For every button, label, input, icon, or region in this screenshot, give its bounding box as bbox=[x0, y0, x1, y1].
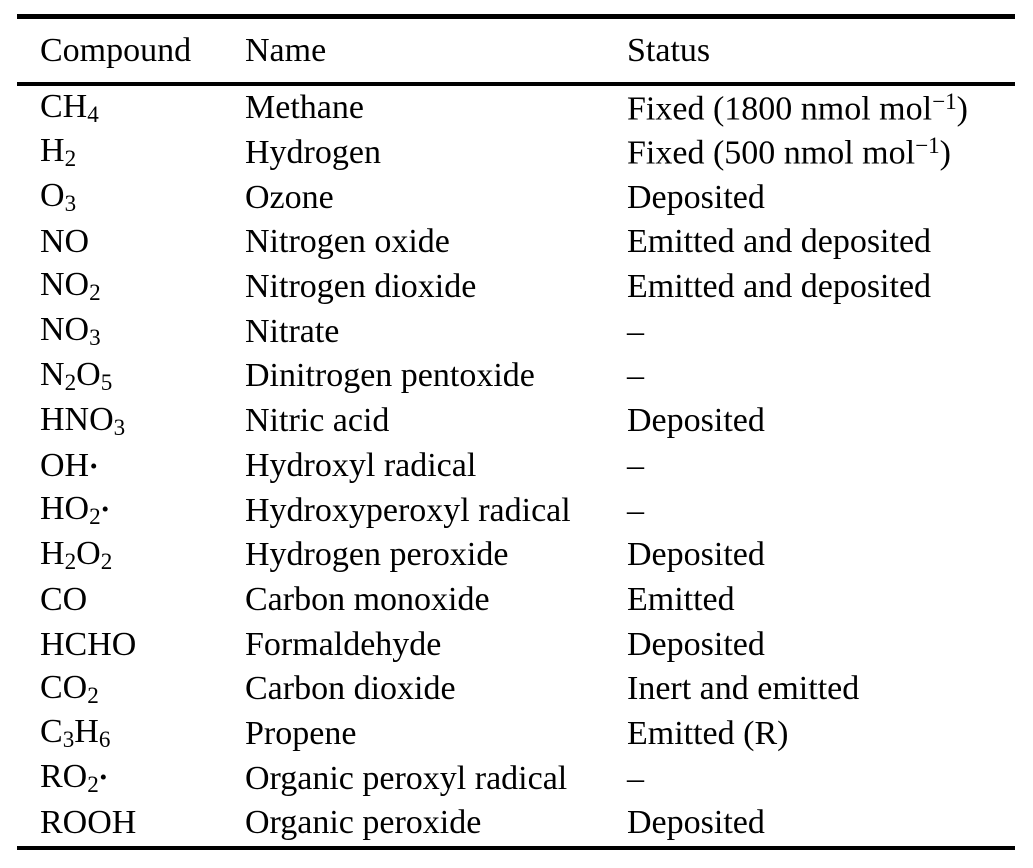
table-body bbox=[17, 84, 1015, 848]
name-cell: Organic peroxyl radical bbox=[245, 759, 568, 797]
name-cell: Nitrogen oxide bbox=[245, 223, 450, 261]
name-cell: Dinitrogen pentoxide bbox=[245, 357, 535, 395]
compound-cell: OH• bbox=[40, 446, 98, 484]
name-cell: Organic peroxide bbox=[245, 804, 482, 842]
status-cell: Emitted bbox=[627, 580, 735, 618]
table-row bbox=[17, 756, 1015, 801]
table-row bbox=[17, 399, 1015, 444]
status-cell: Fixed (500 nmol mol$^{-1}$) bbox=[627, 133, 951, 172]
table-row bbox=[17, 622, 1015, 667]
compound-cell: HCHO bbox=[40, 625, 137, 663]
compound-cell: $HO_2•$ bbox=[40, 489, 109, 530]
compound-cell: $CH_4$ bbox=[40, 87, 99, 128]
name-cell: Nitrate bbox=[245, 312, 340, 350]
status-cell: – bbox=[627, 312, 644, 350]
status-cell: Deposited bbox=[627, 804, 765, 842]
name-cell: Formaldehyde bbox=[245, 625, 442, 663]
table-row bbox=[17, 488, 1015, 533]
compound-cell: ROOH bbox=[40, 804, 137, 842]
name-cell: Hydrogen peroxide bbox=[245, 536, 509, 574]
table-row bbox=[17, 578, 1015, 623]
column-header-name: Name bbox=[245, 31, 327, 69]
table-row bbox=[17, 354, 1015, 399]
status-cell: Emitted and deposited bbox=[627, 223, 932, 261]
table-row bbox=[17, 84, 1015, 131]
name-cell: Methane bbox=[245, 89, 364, 127]
compound-cell: $O_3$ bbox=[40, 177, 77, 218]
status-cell: – bbox=[627, 491, 644, 529]
compound-cell: NO bbox=[40, 223, 90, 261]
status-cell: Inert and emitted bbox=[627, 670, 860, 708]
table-row bbox=[17, 175, 1015, 220]
column-header-compound: Compound bbox=[40, 31, 192, 69]
status-cell: Deposited bbox=[627, 536, 765, 574]
status-cell: – bbox=[627, 446, 644, 484]
name-cell: Carbon monoxide bbox=[245, 580, 490, 618]
header-row bbox=[17, 17, 1015, 85]
status-cell: – bbox=[627, 357, 644, 395]
table-row bbox=[17, 309, 1015, 354]
compound-cell: $HNO_3$ bbox=[40, 400, 126, 441]
compound-cell: $NO_2$ bbox=[40, 266, 101, 307]
table-row bbox=[17, 533, 1015, 578]
name-cell: Propene bbox=[245, 714, 357, 752]
name-cell: Carbon dioxide bbox=[245, 670, 456, 708]
name-cell: Ozone bbox=[245, 178, 334, 216]
table-header bbox=[17, 17, 1015, 85]
name-cell: Hydrogen bbox=[245, 134, 381, 172]
name-cell: Nitric acid bbox=[245, 402, 390, 440]
table-row bbox=[17, 667, 1015, 712]
table-row bbox=[17, 712, 1015, 757]
status-cell: Emitted and deposited bbox=[627, 268, 932, 306]
status-cell: Emitted (R) bbox=[627, 714, 789, 752]
column-header-status: Status bbox=[627, 31, 711, 69]
status-cell: – bbox=[627, 759, 644, 797]
status-cell: Deposited bbox=[627, 402, 765, 440]
name-cell: Hydroxyperoxyl radical bbox=[245, 491, 571, 529]
status-cell: Deposited bbox=[627, 625, 765, 663]
status-cell: Fixed (1800 nmol mol$^{-1}$) bbox=[627, 88, 968, 128]
compound-status-table bbox=[17, 14, 1015, 850]
name-cell: Hydroxyl radical bbox=[245, 446, 477, 484]
table-row bbox=[17, 220, 1015, 265]
status-cell: Deposited bbox=[627, 178, 765, 216]
compound-cell: $H_2O_2$ bbox=[40, 534, 113, 575]
compound-cell: $NO_3$ bbox=[40, 311, 101, 352]
table-row bbox=[17, 801, 1015, 848]
compound-cell: $H_2$ bbox=[40, 132, 77, 173]
compound-cell: CO bbox=[40, 580, 88, 618]
table-row bbox=[17, 444, 1015, 489]
table-row bbox=[17, 131, 1015, 176]
table-row bbox=[17, 265, 1015, 310]
compound-cell: $N_2O_5$ bbox=[40, 355, 113, 396]
compound-cell: $RO_2•$ bbox=[40, 758, 108, 799]
compound-cell: $CO_2$ bbox=[40, 668, 99, 709]
name-cell: Nitrogen dioxide bbox=[245, 268, 477, 306]
compound-cell: $C_3H_6$ bbox=[40, 713, 111, 754]
